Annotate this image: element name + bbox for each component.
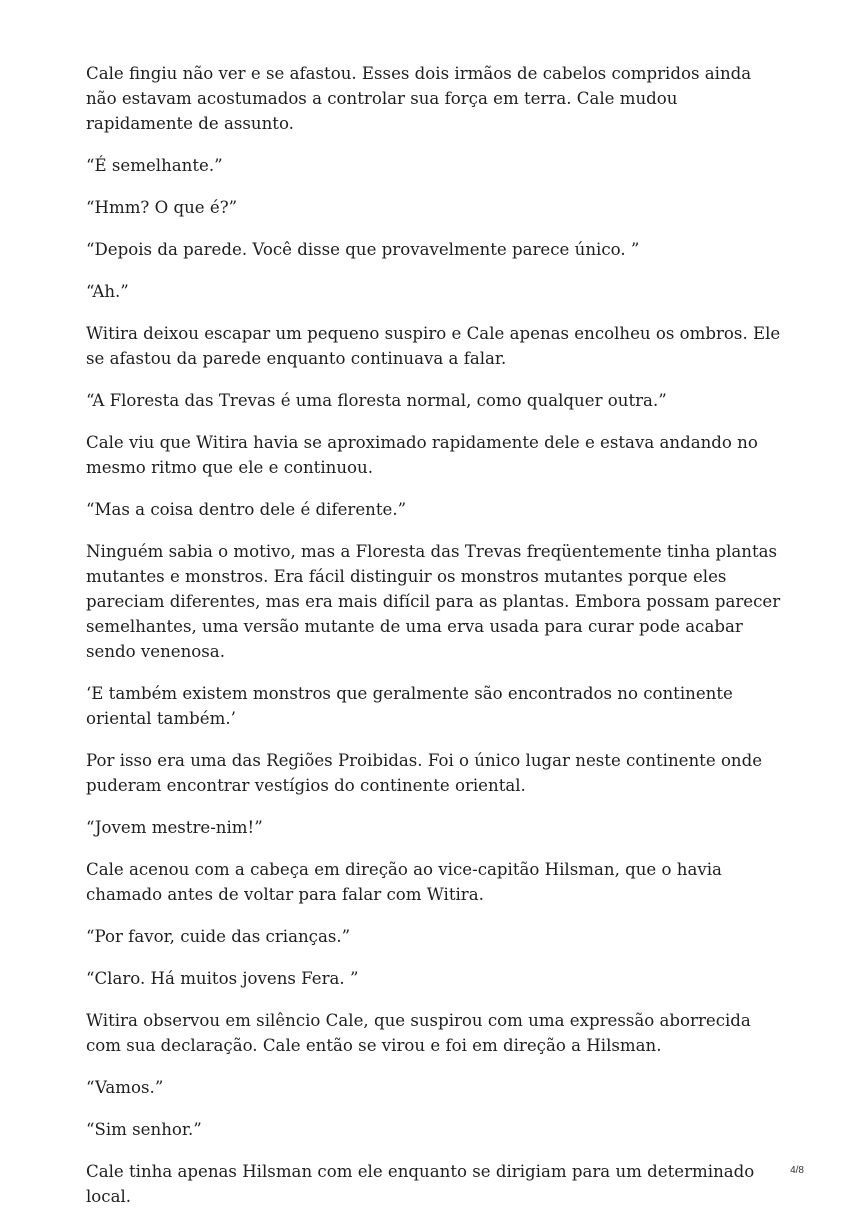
paragraph-6: Witira deixou escapar um pequeno suspiro e Cale apenas encolheu os ombros. Ele se afastou da parede enquanto continuava a falar.	[86, 324, 781, 368]
paragraph-14: Cale acenou com a cabeça em direção ao vice-capitão Hilsman, que o havia chamado antes de voltar para falar com Witira.	[86, 860, 722, 904]
paragraph-8: Cale viu que Witira havia se aproximado rapidamente dele e estava andando no mesmo ritmo que ele e continuou.	[86, 433, 758, 477]
paragraph-16: “Claro. Há muitos jovens Fera. ”	[86, 969, 359, 988]
paragraph-3: “Hmm? O que é?”	[86, 198, 238, 217]
paragraph-19: “Sim senhor.”	[86, 1120, 202, 1139]
paragraph-1: Cale fingiu não ver e se afastou. Esses dois irmãos de cabelos compridos ainda não estavam acostumados a controlar sua força em terra. Cale mudou rapidamente de assunto.	[86, 64, 752, 133]
paragraph-20: Cale tinha apenas Hilsman com ele enquanto se dirigiam para um determinado local.	[86, 1162, 755, 1206]
paragraph-7: “A Floresta das Trevas é uma floresta normal, como qualquer outra.”	[86, 391, 667, 410]
paragraph-11: ‘E também existem monstros que geralmente são encontrados no continente oriental também.’	[86, 684, 733, 728]
paragraph-12: Por isso era uma das Regiões Proibidas. Foi o único lugar neste continente onde puderam encontrar vestígios do continente oriental.	[86, 751, 763, 795]
paragraph-10: Ninguém sabia o motivo, mas a Floresta das Trevas freqüentemente tinha plantas mutantes e monstros. Era fácil distinguir os monstros mutantes porque eles pareciam diferentes, mas era mais difícil para as plantas. Embora possam parecer semelhantes, uma versão mutante de uma erva usada para curar pode acabar sendo venenosa.	[86, 542, 781, 661]
paragraph-5: “Ah.”	[86, 282, 129, 301]
paragraph-2: “É semelhante.”	[86, 156, 223, 175]
page-number: 4/8	[790, 1165, 804, 1176]
document-body	[86, 61, 786, 1226]
paragraph-4: “Depois da parede. Você disse que provavelmente parece único. ”	[86, 240, 640, 259]
paragraph-13: “Jovem mestre-nim!”	[86, 818, 263, 837]
paragraph-17: Witira observou em silêncio Cale, que suspirou com uma expressão aborrecida com sua declaração. Cale então se virou e foi em direção a Hilsman.	[86, 1011, 751, 1055]
paragraph-18: “Vamos.”	[86, 1078, 164, 1097]
paragraph-9: “Mas a coisa dentro dele é diferente.”	[86, 500, 407, 519]
paragraph-15: “Por favor, cuide das crianças.”	[86, 927, 351, 946]
